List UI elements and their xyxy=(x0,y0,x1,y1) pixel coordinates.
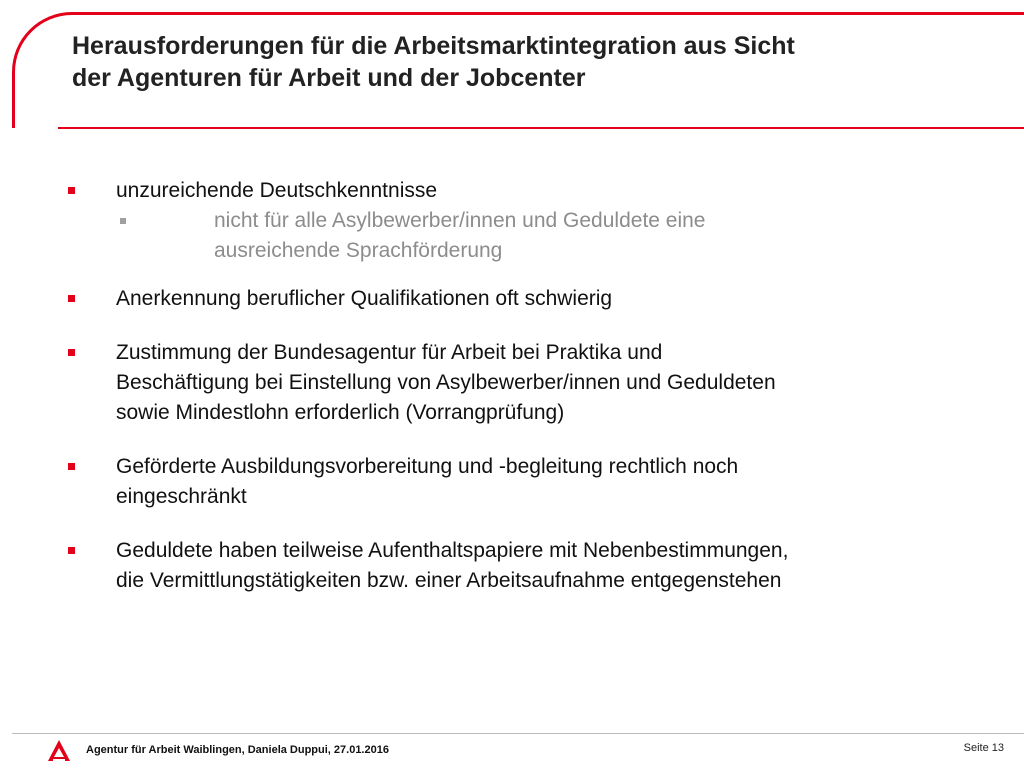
bullet-square-icon xyxy=(68,295,75,302)
bullet-item xyxy=(64,536,984,596)
sub-bullet-square-icon xyxy=(120,218,126,224)
bundesagentur-logo-icon xyxy=(46,738,72,764)
sub-bullet-line: nicht für alle Asylbewerber/innen und Geduldete eine xyxy=(214,209,706,232)
bullet-line: Anerkennung beruflicher Qualifikationen oft schwierig xyxy=(116,287,613,310)
bullet-line: eingeschränkt xyxy=(116,485,247,508)
sub-bullet-item xyxy=(64,206,984,266)
bullet-item xyxy=(64,284,984,314)
slide-title xyxy=(72,30,972,94)
page-number: Seite 13 xyxy=(963,742,1004,754)
bullet-square-icon xyxy=(68,349,75,356)
bullet-line: Beschäftigung bei Einstellung von Asylbewerber/innen und Geduldeten xyxy=(116,371,776,394)
sub-bullet-line: ausreichende Sprachförderung xyxy=(214,239,503,262)
bullet-item xyxy=(64,176,984,206)
bullet-item xyxy=(64,338,984,428)
title-line-1: Herausforderungen für die Arbeitsmarktintegration aus Sicht xyxy=(72,32,795,60)
bullet-square-icon xyxy=(68,463,75,470)
bullet-square-icon xyxy=(68,547,75,554)
bullet-line: die Vermittlungstätigkeiten bzw. einer Arbeitsaufnahme entgegenstehen xyxy=(116,569,782,592)
bullet-line: sowie Mindestlohn erforderlich (Vorrangprüfung) xyxy=(116,401,565,424)
bullet-square-icon xyxy=(68,187,75,194)
bullet-text: unzureichende Deutschkenntnisse xyxy=(116,179,438,202)
bullet-line: Zustimmung der Bundesagentur für Arbeit bei Praktika und xyxy=(116,341,663,364)
bullet-list xyxy=(64,176,984,596)
bullet-line: Geduldete haben teilweise Aufenthaltspapiere mit Nebenbestimmungen, xyxy=(116,539,789,562)
title-underline xyxy=(58,127,1024,129)
footer-divider xyxy=(12,733,1024,734)
bullet-line: Geförderte Ausbildungsvorbereitung und -begleitung rechtlich noch xyxy=(116,455,739,478)
footer-author: Agentur für Arbeit Waiblingen, Daniela Duppui, 27.01.2016 xyxy=(86,744,389,756)
bullet-item xyxy=(64,452,984,512)
title-line-2: der Agenturen für Arbeit und der Jobcenter xyxy=(72,64,586,92)
